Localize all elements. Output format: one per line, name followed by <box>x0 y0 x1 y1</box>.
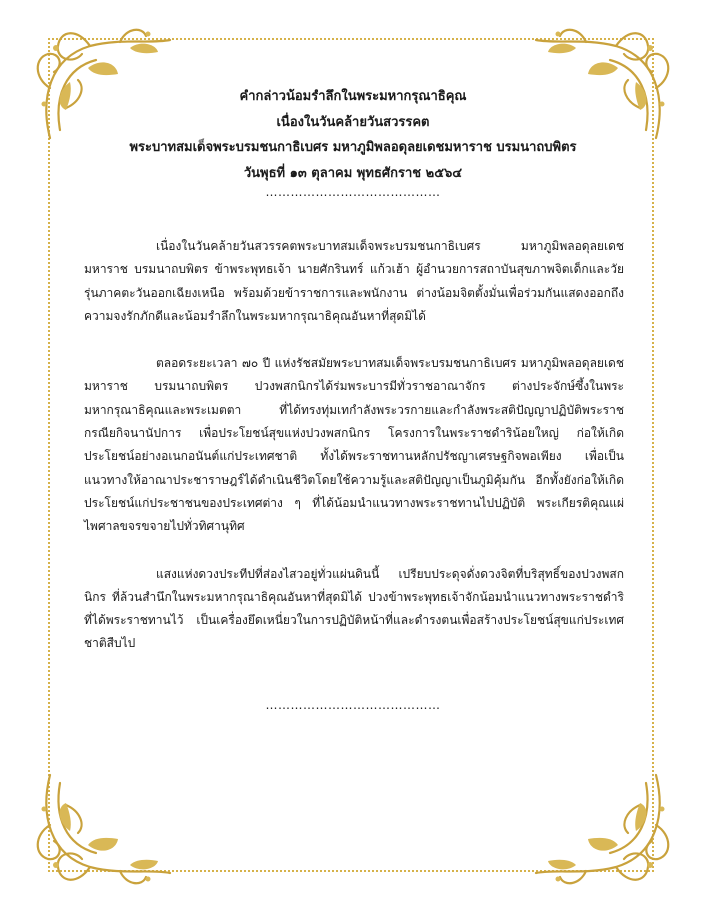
document-body <box>84 235 624 680</box>
heading-occasion: เนื่องในวันคล้ายวันสวรรคต <box>276 114 430 130</box>
gold-flourish-icon <box>30 765 180 895</box>
document-heading <box>0 84 706 198</box>
paragraph-2: ตลอดระยะเวลา ๗๐ ปี แห่งรัชสมัยพระบาทสมเด็จพระบรมชนกาธิเบศร มหาภูมิพลอดุลยเดชมหาราช บรมนาถบพิตร ปวงพสกนิกรได้ร่มพระบารมีทั่วราชอาณาจักร ต่างประจักษ์ซึ้งในพระมหากรุณาธิคุณและพระเมตตา ที่ได้ทรงทุ่มเทกำลังพระวรกายและกำลังพระสติปัญญาปฏิบัติพระราชกรณียกิจนานัปการ เพื่อประโยชน์สุขแห่งปวงพสกนิกร โครงการในพระราชดำริน้อยใหญ่ ก่อให้เกิดประโยชน์อย่างอเนกอนันต์แก่ประเทศชาติ ทั้งได้พระราชทานหลักปรัชญาเศรษฐกิจพอเพียง เพื่อเป็นแนวทางให้อาณาประชาราษฎร์ได้ดำเนินชีวิตโดยใช้ความรู้และสติปัญญาเป็นภูมิคุ้มกัน อีกทั้งยังก่อให้เกิดประโยชน์แก่ประชาชนของประเทศต่าง ๆ ที่ได้น้อมนำแนวทางพระราชทานไปปฏิบัติ พระเกียรติคุณแผ่ไพศาลขจรขจายไปทั่วทิศานุทิศ <box>84 356 624 534</box>
heading-title: คำกล่าวน้อมรำลึกในพระมหากรุณาธิคุณ <box>239 89 467 104</box>
paragraph-1: เนื่องในวันคล้ายวันสวรรคตพระบาทสมเด็จพระบรมชนกาธิเบศร มหาภูมิพลอดุลยเดชมหาราช บรมนาถบพิตร ข้าพระพุทธเจ้า นายศักรินทร์ แก้วเฮ้า ผู้อำนวยการสถาบันสุขภาพจิตเด็กและวัยรุ่นภาคตะวันออกเฉียงเหนือ พร้อมด้วยข้าราชการและพนักงาน ต่างน้อมจิตตั้งมั่นเพื่อร่วมกันแสดงออกถึงความจงรักภักดีและน้อมรำลึกในพระมหากรุณาธิคุณอันหาที่สุดมิได้ <box>84 239 624 323</box>
gold-flourish-corner-bottom-right <box>526 765 676 895</box>
paragraph-3: แสงแห่งดวงประทีปที่ส่องไสวอยู่ทั่วแผ่นดินนี้ เปรียบประดุจดั่งดวงจิตที่บริสุทธิ์ของปวงพสกนิกร ที่ล้วนสำนึกในพระมหากรุณาธิคุณอันหาที่สุดมิได้ ปวงข้าพระพุทธเจ้าจักน้อมนำแนวทางพระราชดำริที่ได้พระราชทานไว้ เป็นเครื่องยึดเหนี่ยวในการปฏิบัติหน้าที่และดำรงตนเพื่อสร้างประโยชน์สุขแก่ประเทศชาติสืบไป <box>84 566 624 651</box>
gold-flourish-icon <box>526 765 676 895</box>
heading-royal-name: พระบาทสมเด็จพระบรมชนกาธิเบศร มหาภูมิพลอดุลยเดชมหาราช บรมนาถบพิตร <box>129 140 577 155</box>
footer-separator: …………………………………… <box>265 698 441 712</box>
heading-separator: …………………………………… <box>265 185 441 199</box>
heading-date: วันพุธที่ ๑๓ ตุลาคม พุทธศักราช ๒๕๖๔ <box>243 165 463 181</box>
gold-flourish-corner-bottom-left <box>30 765 180 895</box>
